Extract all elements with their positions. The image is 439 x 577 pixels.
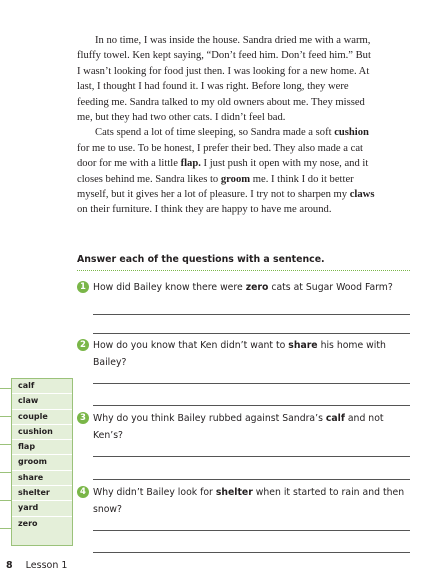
margin-rule <box>0 528 11 529</box>
vocab-word: shelter <box>12 486 72 501</box>
vocab-word: yard <box>12 501 72 516</box>
text-run: for me to use. To be honest, I prefer their bed. They also made a cat door for me with a little <box>77 142 363 170</box>
vocab-word-bold: shelter <box>215 487 253 498</box>
answer-line[interactable] <box>93 314 410 315</box>
answer-line[interactable] <box>93 456 410 457</box>
margin-rule <box>0 444 11 445</box>
text-run: on their furniture. I think they are happy to have me around. <box>77 204 332 216</box>
text-run: Why didn’t Bailey look for <box>93 487 216 498</box>
question-3 <box>77 410 412 444</box>
text-run: In no time, I was inside the house. Sandra dried me with a warm, fluffy towel. Ken kept saying, “Don’t feed him. Don’t feed him.” But I wasn’t looking for food just then. I was looking for a new home. At last, I thought I had found it. I was right. Before long, they were feeding me. Sandra talked to my old owners about me. They missed me, but they had two other cats. I didn’t feel bad. <box>77 35 371 124</box>
vocab-word: flap <box>12 440 72 455</box>
question-text <box>93 279 412 296</box>
question-4 <box>77 484 412 518</box>
question-text <box>93 410 412 444</box>
vocab-word-bold: share <box>288 340 318 351</box>
story-paragraph-1 <box>77 33 377 125</box>
question-number-badge: 1 <box>77 281 89 293</box>
answer-line[interactable] <box>93 383 410 384</box>
text-run: Cats spend a lot of time sleeping, so Sandra made a soft <box>95 127 335 139</box>
question-number-badge: 4 <box>77 486 89 498</box>
answer-line[interactable] <box>93 405 410 406</box>
text-run: and not Ken’s? <box>93 413 384 441</box>
question-text <box>93 484 412 518</box>
page-number: 8 <box>6 560 13 571</box>
margin-rule <box>0 416 11 417</box>
vocab-word-bold: calf <box>325 413 345 424</box>
story-paragraph-2 <box>77 125 377 217</box>
vocabulary-word-box <box>11 378 73 546</box>
vocab-word: groom <box>12 455 72 470</box>
text-run: his home with Bailey? <box>93 340 386 368</box>
question-1 <box>77 279 412 296</box>
story-text <box>77 33 377 218</box>
text-run: I just push it open with my nose, and it closes behind me. Sandra likes to <box>77 158 369 185</box>
vocab-word: share <box>12 471 72 486</box>
answer-line[interactable] <box>93 552 410 553</box>
dotted-divider <box>77 270 410 271</box>
vocab-word: cushion <box>12 425 72 440</box>
question-2 <box>77 337 412 371</box>
question-number-badge: 3 <box>77 412 89 424</box>
margin-rule <box>0 500 11 501</box>
text-run: cats at Sugar Wood Farm? <box>268 282 393 293</box>
answer-line[interactable] <box>93 479 410 480</box>
margin-rule <box>0 388 11 389</box>
vocab-word-bold: groom <box>220 173 251 185</box>
text-run: me. I think I do it better myself, but it gives her a lot of pleasure. I try not to sharpen my <box>77 173 354 201</box>
text-run: Why do you think Bailey rubbed against Sandra’s <box>93 413 326 424</box>
vocab-word-bold: claws <box>349 189 375 201</box>
question-text <box>93 337 412 371</box>
vocab-word: calf <box>12 379 72 394</box>
vocab-word: claw <box>12 394 72 409</box>
vocab-word-bold: zero <box>245 282 269 293</box>
margin-rule <box>0 472 11 473</box>
vocab-word-bold: flap. <box>180 158 201 170</box>
instructions-heading: Answer each of the questions with a sentence. <box>77 254 325 265</box>
text-run: when it started to rain and then snow? <box>93 487 405 515</box>
vocab-word-bold: cushion <box>334 127 369 139</box>
text-run: How did Bailey know there were <box>93 282 246 293</box>
text-run: How do you know that Ken didn’t want to <box>93 340 289 351</box>
lesson-label: Lesson 1 <box>25 560 68 571</box>
vocab-word: zero <box>18 518 38 528</box>
answer-line[interactable] <box>93 530 410 531</box>
page-footer <box>6 560 67 571</box>
answer-line[interactable] <box>93 333 410 334</box>
vocab-word: couple <box>12 410 72 425</box>
question-number-badge: 2 <box>77 339 89 351</box>
